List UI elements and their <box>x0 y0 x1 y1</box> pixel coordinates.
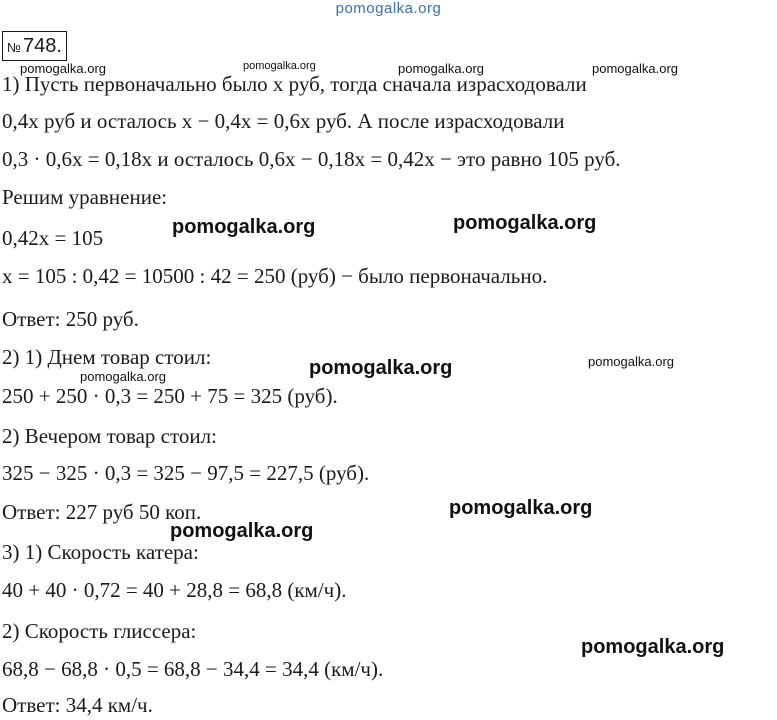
watermark: pomogalka.org <box>588 354 674 369</box>
watermark: pomogalka.org <box>309 357 453 379</box>
watermark: pomogalka.org <box>581 636 725 658</box>
answer-line-3: Ответ: 34,4 км/ч. <box>2 693 153 717</box>
solution-line-16: 68,8 − 68,8 · 0,5 = 68,8 − 34,4 = 34,4 (км/ч). <box>2 657 384 681</box>
solution-line-15: 2) Скорость глиссера: <box>2 619 197 643</box>
watermark: pomogalka.org <box>80 369 166 384</box>
task-number-box <box>2 31 67 61</box>
solution-line-1: 1) Пусть первоначально было x руб, тогда сначала израсходовали <box>2 72 587 96</box>
solution-line-8: 2) 1) Днем товар стоил: <box>2 345 212 369</box>
watermark: pomogalka.org <box>398 61 484 76</box>
solution-line-3: 0,3 · 0,6x = 0,18x и осталось 0,6x − 0,18x = 0,42x − это равно 105 руб. <box>2 147 621 171</box>
site-header-watermark: pomogalka.org <box>335 0 442 17</box>
watermark: pomogalka.org <box>449 497 593 519</box>
solution-line-13: 3) 1) Скорость катера: <box>2 540 199 564</box>
solution-line-2: 0,4x руб и осталось x − 0,4x = 0,6x руб. А после израсходовали <box>2 109 565 133</box>
watermark: pomogalka.org <box>20 61 106 76</box>
solution-line-9: 250 + 250 · 0,3 = 250 + 75 = 325 (руб). <box>2 384 338 408</box>
solution-line-6: x = 105 : 0,42 = 10500 : 42 = 250 (руб) − было первоначально. <box>2 264 548 288</box>
solution-line-10: 2) Вечером товар стоил: <box>2 424 217 448</box>
task-number: 748. <box>22 35 62 57</box>
watermark: pomogalka.org <box>170 520 314 542</box>
solution-line-5: 0,42x = 105 <box>2 226 104 250</box>
watermark: pomogalka.org <box>453 212 597 234</box>
solution-line-11: 325 − 325 · 0,3 = 325 − 97,5 = 227,5 (руб). <box>2 461 370 485</box>
solution-line-4: Решим уравнение: <box>2 185 168 209</box>
number-sign: № <box>7 40 21 55</box>
answer-line-2: Ответ: 227 руб 50 коп. <box>2 500 202 524</box>
solution-line-14: 40 + 40 · 0,72 = 40 + 28,8 = 68,8 (км/ч). <box>2 578 347 602</box>
watermark: pomogalka.org <box>172 216 316 238</box>
answer-line-1: Ответ: 250 руб. <box>2 307 139 331</box>
watermark: pomogalka.org <box>243 60 316 72</box>
watermark: pomogalka.org <box>592 61 678 76</box>
